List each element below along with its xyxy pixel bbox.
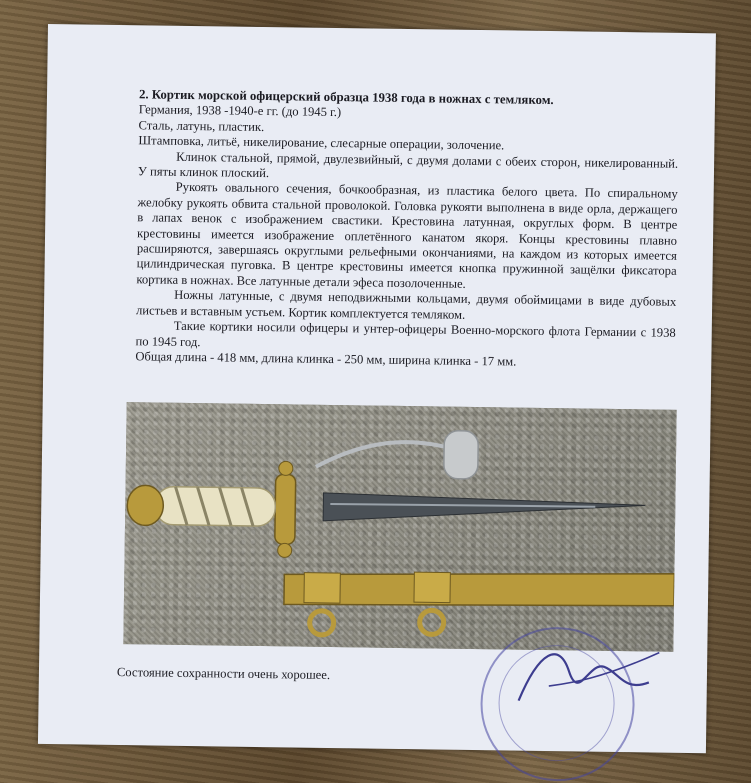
blade [323,493,645,525]
condition-line: Состояние сохранности очень хорошее. [116,665,331,683]
handle [155,487,276,527]
crossguard-bottom-finial [278,543,292,557]
scabbard [284,568,674,609]
materials-line: Сталь, латунь, пластик. [138,118,265,134]
origin-line: Германия, 1938 -1940-е гг. (до 1945 г.) [138,102,342,120]
crossguard-top-finial [279,461,293,475]
signature-underline [549,651,659,688]
techniques-line: Штамповка, литьё, никелирование, слесарные операции, золочение. [138,133,505,153]
portepee-cord [316,441,444,469]
paragraph-handle: Рукоять овального сечения, бочкообразная, из пластика белого цвета. По спиральному желобку рукоять обвита стальной проволокой. Головка рукояти выполнена в виде орла, держащего в лапах венок с изображением свастики. Крестовина латунная, округлых форм. В центре крестовины имеется изображение оплетённого канатом якоря. Концы крестовины плавно расширяются, завершаясь округлыми рельефными окончаниями, на каждом из которых имеется цилиндрическая пуговка. В центре крестовины имеется кнопка пружинной защёлки фиксатора кортика в ножнах. Все латунные детали эфеса позолоченные. [136,180,678,291]
scabbard-mount-upper [304,573,340,603]
portepee-tassel [444,431,479,479]
scabbard-mount-lower [414,572,450,602]
dagger-illustration [123,402,676,652]
crossguard [275,474,296,544]
paragraph-scabbard: Ножны латунные, с двумя неподвижными кольцами, двумя обоймицами в виде дубовых листьев и вставным устьем. Кортик комплектуется темляком. [135,288,677,322]
dimensions-line: Общая длина - 418 мм, длина клинка - 250 мм, ширина клинка - 17 мм. [135,349,517,369]
signature-stroke [519,654,650,703]
pommel [127,485,164,525]
scabbard-ring-upper [309,611,333,635]
document-text [135,87,679,372]
document-page [38,24,716,753]
scabbard-ring-lower [420,610,444,634]
paragraph-blade: Клинок стальной, прямой, двулезвийный, с двумя долами с обеих сторон, никелированный. У пяты клинок плоский. [137,149,679,181]
paragraph-usage: Такие кортики носили офицеры и унтер-офицеры Военно-морского флота Германии с 1938 по 1945 год. [135,318,676,349]
signature-mark [508,631,669,723]
dagger-photo [123,402,676,652]
document-title: 2. Кортик морской офицерский образца 1938 года в ножнах с темляком. [138,87,554,108]
